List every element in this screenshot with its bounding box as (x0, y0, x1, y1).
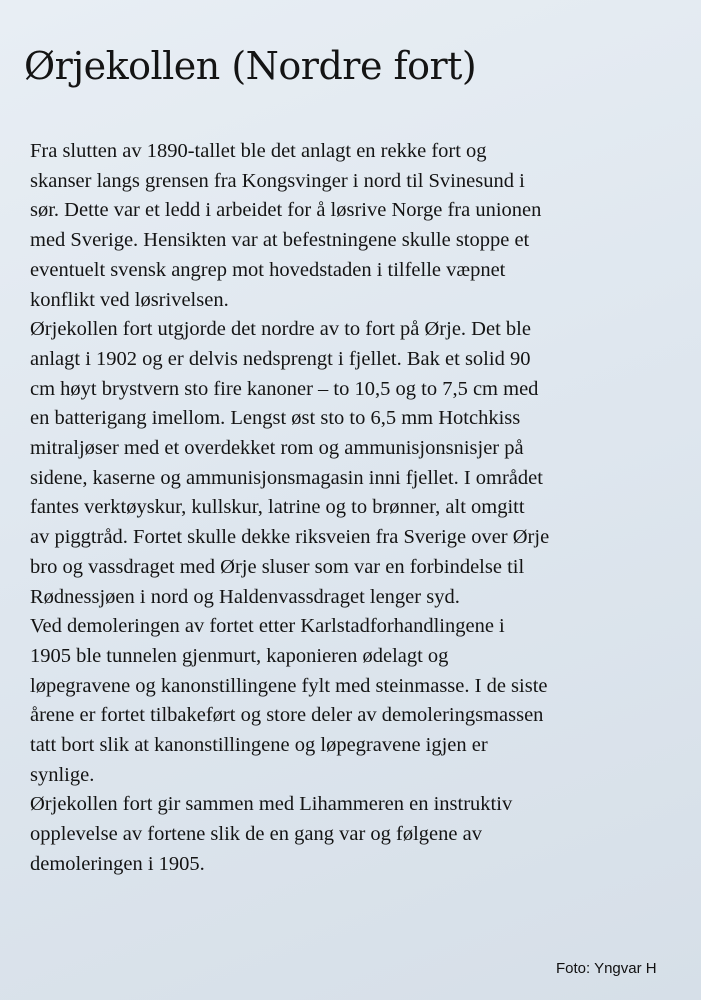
text-line: årene er fortet tilbakeført og store deler av demoleringsmassen (30, 704, 544, 727)
text-line: tatt bort slik at kanonstillingene og løpegravene igjen er (30, 734, 488, 757)
photo-credit: Foto: Yngvar H (556, 960, 657, 977)
text-line: bro og vassdraget med Ørje sluser som var en forbindelse til (30, 555, 525, 578)
text-line: Ørjekollen fort gir sammen med Lihammeren en instruktiv (30, 793, 513, 816)
text-line: av piggtråd. Fortet skulle dekke riksveien fra Sverige over Ørje (30, 526, 550, 549)
text-line: mitraljøser med et overdekket rom og ammunisjonsnisjer på (30, 437, 524, 460)
text-line: konflikt ved løsrivelsen. (30, 288, 229, 311)
text-line: skanser langs grensen fra Kongsvinger i nord til Svinesund i (30, 169, 525, 192)
text-line: cm høyt brystvern sto fire kanoner – to 10,5 og to 7,5 cm med (30, 377, 539, 400)
text-line: 1905 ble tunnelen gjenmurt, kaponieren ødelagt og (30, 644, 449, 667)
text-line: Rødnessjøen i nord og Haldenvassdraget lenger syd. (30, 585, 460, 608)
text-line: sidene, kaserne og ammunisjonsmagasin inni fjellet. I området (30, 466, 543, 489)
text-line: Ved demoleringen av fortet etter Karlstadforhandlingene i (30, 615, 505, 638)
text-line: en batterigang imellom. Lengst øst sto to 6,5 mm Hotchkiss (30, 407, 521, 430)
text-line: Fra slutten av 1890-tallet ble det anlagt en rekke fort og (30, 140, 487, 162)
text-line: sør. Dette var et ledd i arbeidet for å løsrive Norge fra unionen (30, 199, 542, 222)
text-line: løpegravene og kanonstillingene fylt med steinmasse. I de siste (30, 674, 548, 697)
text-line: eventuelt svensk angrep mot hovedstaden i tilfelle væpnet (30, 258, 506, 281)
text-line: anlagt i 1902 og er delvis nedsprengt i fjellet. Bak et solid 90 (30, 347, 531, 370)
sign-body-text (30, 137, 680, 880)
text-line: demoleringen i 1905. (30, 852, 205, 875)
sign-title: Ørjekollen (Nordre fort) (24, 44, 477, 88)
text-line: Ørjekollen fort utgjorde det nordre av to fort på Ørje. Det ble (30, 318, 531, 341)
text-line: fantes verktøyskur, kullskur, latrine og to brønner, alt omgitt (30, 496, 525, 519)
text-line: synlige. (30, 763, 95, 786)
text-line: med Sverige. Hensikten var at befestningene skulle stoppe et (30, 229, 530, 252)
text-line: opplevelse av fortene slik de en gang var og følgene av (30, 823, 482, 846)
